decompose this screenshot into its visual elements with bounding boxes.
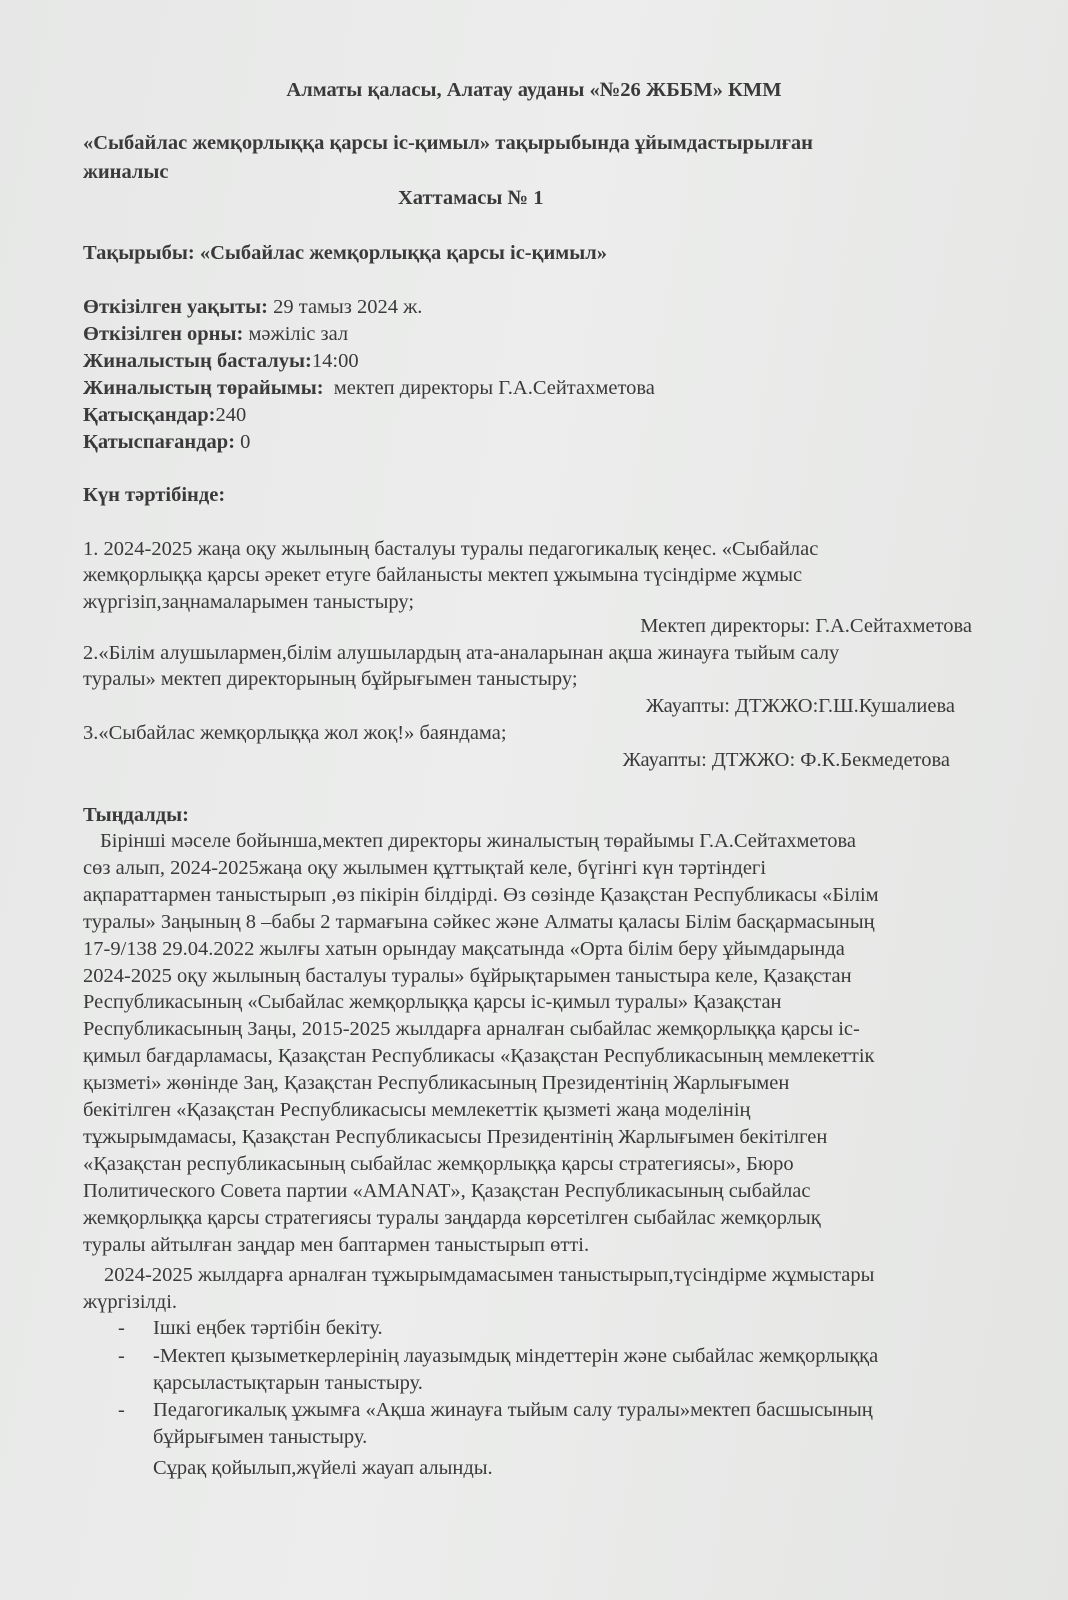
detail-label: Жиналыстың басталуы: xyxy=(83,350,312,372)
meeting-title-line: жиналыс xyxy=(83,161,169,183)
heard-heading: Тыңдалды: xyxy=(83,804,189,826)
bullet-marker: - xyxy=(118,1345,125,1367)
detail-value: мектеп директоры Г.А.Сейтахметова xyxy=(323,377,655,399)
paragraph-line: тұжырымдамасы, Қазақстан Республикасысы Президентінің Жарлығымен бекітілген xyxy=(83,1125,828,1148)
agenda-item-line: 1. 2024-2025 жаңа оқу жылының басталуы туралы педагогикалық кеңес. «Сыбайлас xyxy=(83,538,819,560)
detail-value: 0 xyxy=(235,431,251,453)
agenda-heading: Күн тәртібінде: xyxy=(83,484,226,506)
detail-row xyxy=(83,403,246,427)
bullet-marker: - xyxy=(118,1399,125,1421)
detail-row xyxy=(83,349,359,373)
agenda-item-line: жүргізіп,заңнамаларымен таныстыру; xyxy=(83,591,415,613)
topic-label: Тақырыбы: xyxy=(83,242,195,264)
paragraph-line: сөз алып, 2024-2025жаңа оқу жылымен құттықтай келе, бүгінгі күн тәртіндегі xyxy=(83,856,767,879)
agenda-item-line: туралы» мектеп директорының бұйрығымен таныстыру; xyxy=(83,668,578,690)
agenda-item-line: жемқорлыққа қарсы әрекет етуге байланысты мектеп ұжымына түсіндірме жұмыс xyxy=(83,564,803,586)
detail-value: 14:00 xyxy=(311,350,359,372)
agenda-item-line: 3.«Сыбайлас жемқорлыққа жол жоқ!» баяндама; xyxy=(83,722,507,744)
closing-line: Сұрақ қойылып,жүйелі жауап алынды. xyxy=(153,1457,493,1479)
topic xyxy=(83,241,607,265)
paragraph-line: қызметі» жөнінде Заң, Қазақстан Республикасының Президентінің Жарлығымен xyxy=(83,1072,790,1095)
agenda-item-responsible: Жауапты: ДТЖЖО: Ф.К.Бекмедетова xyxy=(622,749,950,771)
paragraph-line: қимыл бағдарламасы, Қазақстан Республикасы «Қазақстан Республикасының мемлекеттік xyxy=(83,1045,875,1068)
bullet-item-line: Ішкі еңбек тәртібін бекіту. xyxy=(153,1317,383,1339)
paragraph-line: 17-9/138 29.04.2022 жылғы хатын орындау мақсатында «Орта білім беру ұйымдарында xyxy=(83,937,845,960)
detail-label: Қатыспағандар: xyxy=(83,431,236,453)
detail-row xyxy=(83,295,422,319)
detail-value: 29 тамыз 2024 ж. xyxy=(267,296,423,318)
organization-header: Алматы қаласы, Алатау ауданы «№26 ЖББМ» КММ xyxy=(286,79,782,101)
paragraph-line: ақпараттармен таныстырып ,өз пікірін білдірді. Өз сөзінде Қазақстан Республикасы «Білім xyxy=(83,883,879,906)
bullet-marker: - xyxy=(118,1317,125,1339)
paragraph-line: 2024-2025 оқу жылының басталуы туралы» бұйрықтарымен таныстыра келе, Қазақстан xyxy=(83,964,852,987)
topic-value: «Сыбайлас жемқорлыққа қарсы іс-қимыл» xyxy=(199,242,607,264)
detail-value: 240 xyxy=(215,404,247,426)
paragraph-line: Республикасының «Сыбайлас жемқорлыққа қарсы іс-қимыл туралы» Қазақстан xyxy=(83,991,782,1014)
paragraph-line: бекітілген «Қазақстан Республикасысы мемлекеттік қызметі жаңа моделінің xyxy=(83,1099,751,1121)
paragraph-line: жүргізілді. xyxy=(83,1291,178,1313)
detail-row xyxy=(83,376,655,400)
meeting-title-line: «Сыбайлас жемқорлыққа қарсы іс-қимыл» тақырыбында ұйымдастырылған xyxy=(83,132,813,154)
detail-row xyxy=(83,430,250,454)
paragraph-line: жемқорлыққа қарсы стратегиясы туралы заңдарда көрсетілген сыбайлас жемқорлық xyxy=(83,1206,821,1229)
agenda-item-responsible: Мектеп директоры: Г.А.Сейтахметова xyxy=(640,615,972,637)
protocol-number: Хаттамасы № 1 xyxy=(398,187,544,209)
paragraph-line: 2024-2025 жылдарға арналған тұжырымдамасымен таныстырып,түсіндірме жұмыстары xyxy=(104,1264,875,1286)
agenda-item-responsible: Жауапты: ДТЖЖО:Г.Ш.Кушалиева xyxy=(645,695,955,717)
paragraph-line: Республикасының Заңы, 2015-2025 жылдарға арналған сыбайлас жемқорлыққа қарсы іс- xyxy=(83,1018,860,1041)
bullet-item-line: Педагогикалық ұжымға «Ақша жинауға тыйым салу туралы»мектеп басшысының xyxy=(153,1399,873,1421)
paragraph-line: Бірінші мәселе бойынша,мектеп директоры жиналыстың төрайымы Г.А.Сейтахметова xyxy=(100,830,856,852)
detail-label: Өткізілген орны: xyxy=(83,323,244,345)
agenda-item-line: 2.«Білім алушылармен,білім алушылардың ата-аналарынан ақша жинауға тыйым салу xyxy=(83,642,840,664)
bullet-item-line: -Мектеп қызыметкерлерінің лауазымдық міндеттерін және сыбайлас жемқорлыққа xyxy=(153,1345,879,1367)
paragraph-line: Политического Совета партии «AMANAT», Қазақстан Республикасының сыбайлас xyxy=(83,1179,811,1202)
detail-label: Жиналыстың төрайымы: xyxy=(83,377,324,399)
paragraph-line: туралы айтылған заңдар мен баптармен таныстырып өтті. xyxy=(83,1233,590,1256)
bullet-item-line: қарсыластықтарын таныстыру. xyxy=(153,1372,423,1394)
detail-row xyxy=(83,322,348,346)
paragraph-line: «Қазақстан республикасының сыбайлас жемқорлыққа қарсы стратегиясы», Бюро xyxy=(83,1152,794,1175)
detail-label: Қатысқандар: xyxy=(83,404,216,426)
detail-value: мәжіліс зал xyxy=(243,323,349,345)
bullet-item-line: бұйрығымен таныстыру. xyxy=(153,1426,368,1448)
paragraph-line: туралы» Заңының 8 –бабы 2 тармағына сәйкес және Алматы қаласы Білім басқармасының xyxy=(83,910,875,933)
detail-label: Өткізілген уақыты: xyxy=(83,296,268,318)
